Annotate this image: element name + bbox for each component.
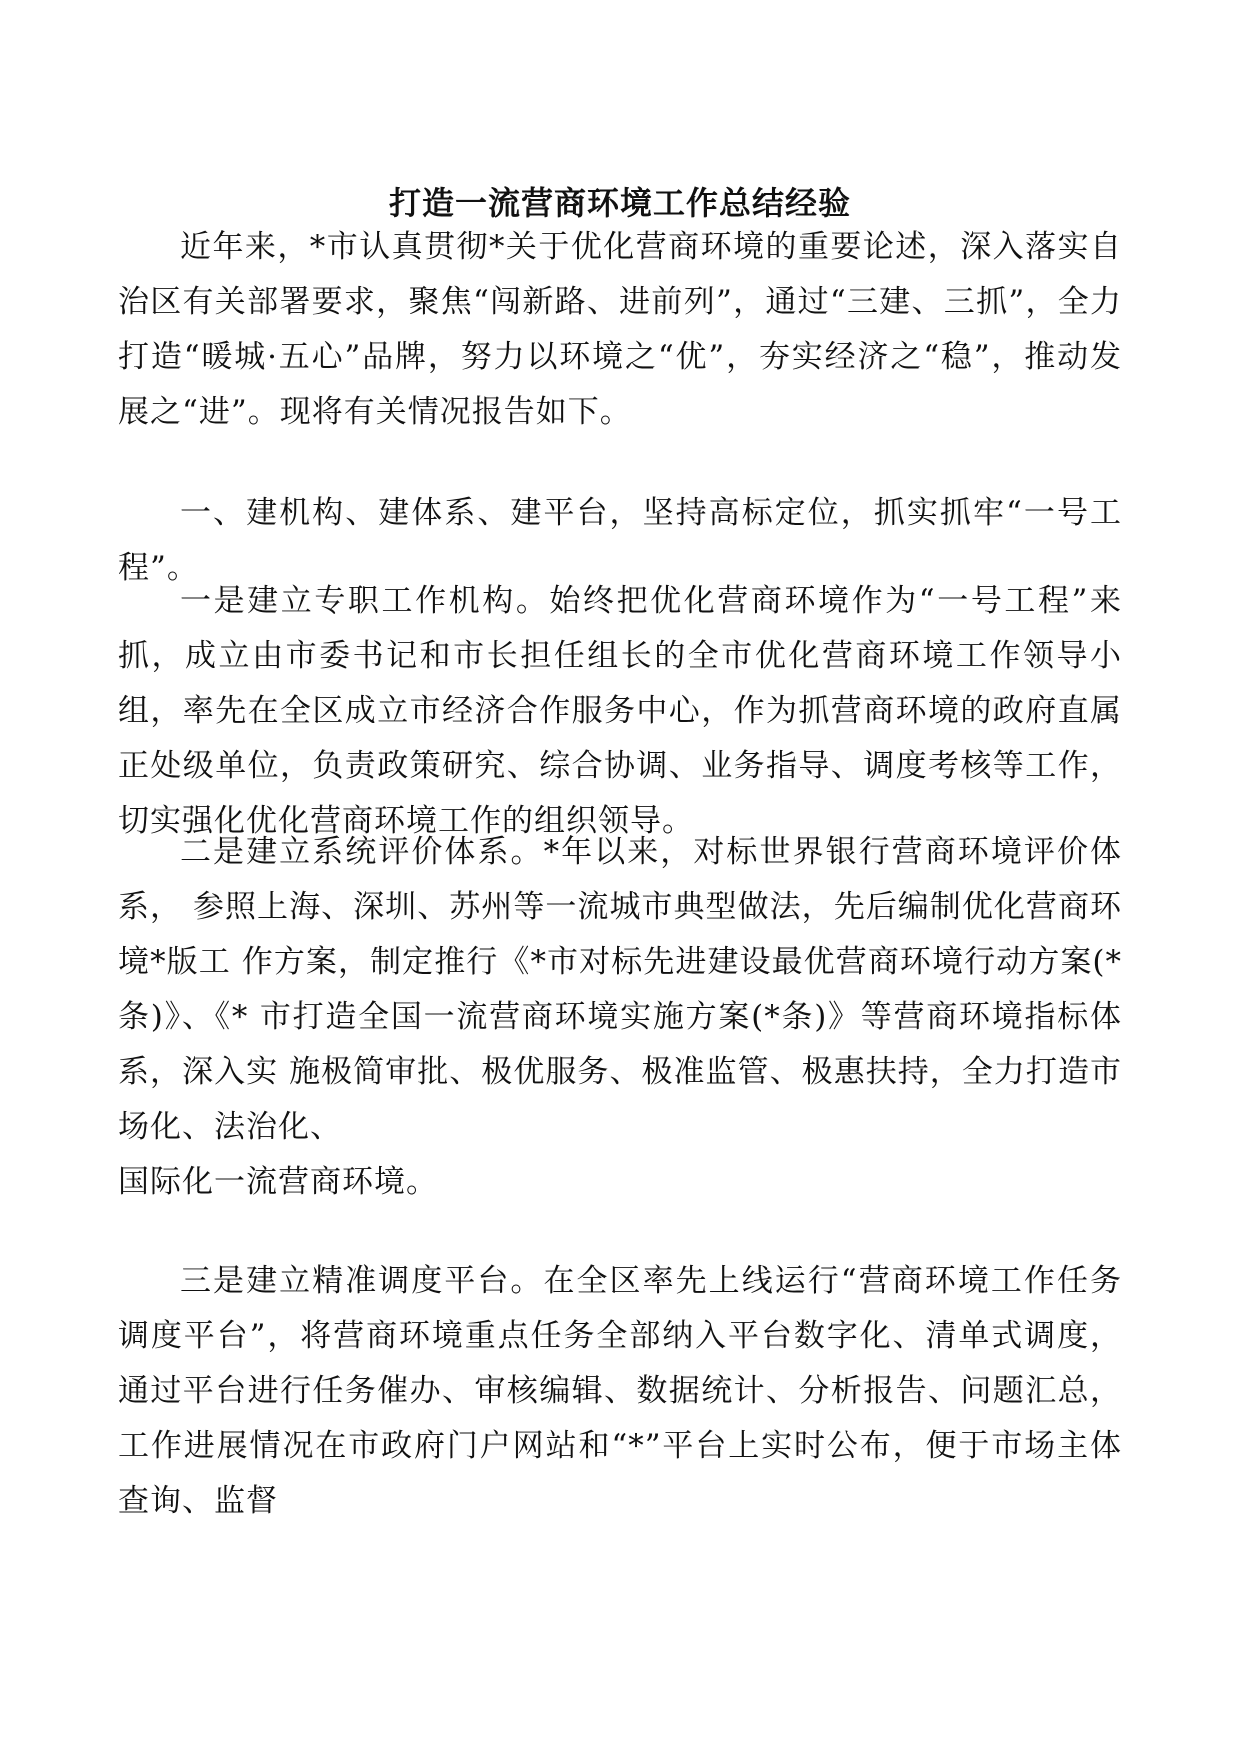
- intro-paragraph: 近年来，*市认真贯彻*关于优化营商环境的重要论述，深入落实自治区有关部署要求，聚焦“闯新路、进前列”，通过“三建、三抓”，全力打造“暖城·五心”品牌，努力以环境之“优”，夯实经济之“稳”，推动发展之“进”。现将有关情况报告如下。: [118, 229, 1122, 430]
- item-paragraph-3: 三是建立精准调度平台。在全区率先上线运行“营商环境工作任务调度平台”，将营商环境重点任务全部纳入平台数字化、清单式调度，通过平台进行任务催办、审核编辑、数据统计、分析报告、问题汇总，工作进展情况在市政府门户网站和“*”平台上实时公布，便于市场主体查询、监督: [118, 1263, 1122, 1519]
- item-paragraph-2-tail: 国际化一流营商环境。: [118, 1164, 438, 1200]
- item-paragraph-2-text: 二是建立系统评价体系。*年以来，对标世界银行营商环境评价体系， 参照上海、深圳、苏州等一流城市典型做法，先后编制优化营商环境*版工 作方案，制定推行《*市对标先进建设最优营商环境行动方案(*条)》、《* 市打造全国一流营商环境实施方案(*条)》等营商环境指标体系，深入实 施极简审批、极优服务、极准监管、极惠扶持，全力打造市场化、法治化、: [118, 834, 1122, 1145]
- document-title: 打造一流营商环境工作总结经验: [388, 184, 851, 222]
- section-heading: 一、建机构、建体系、建平台，坚持高标定位，抓实抓牢“一号工程”。: [118, 495, 1122, 586]
- item-paragraph-1: 一是建立专职工作机构。始终把优化营商环境作为“一号工程”来抓，成立由市委书记和市长担任组长的全市优化营商环境工作领导小组，率先在全区成立市经济合作服务中心，作为抓营商环境的政府直属正处级单位，负责政策研究、综合协调、业务指导、调度考核等工作，切实强化优化营商环境工作的组织领导。: [118, 583, 1122, 839]
- item-paragraph-2: [118, 825, 1122, 1210]
